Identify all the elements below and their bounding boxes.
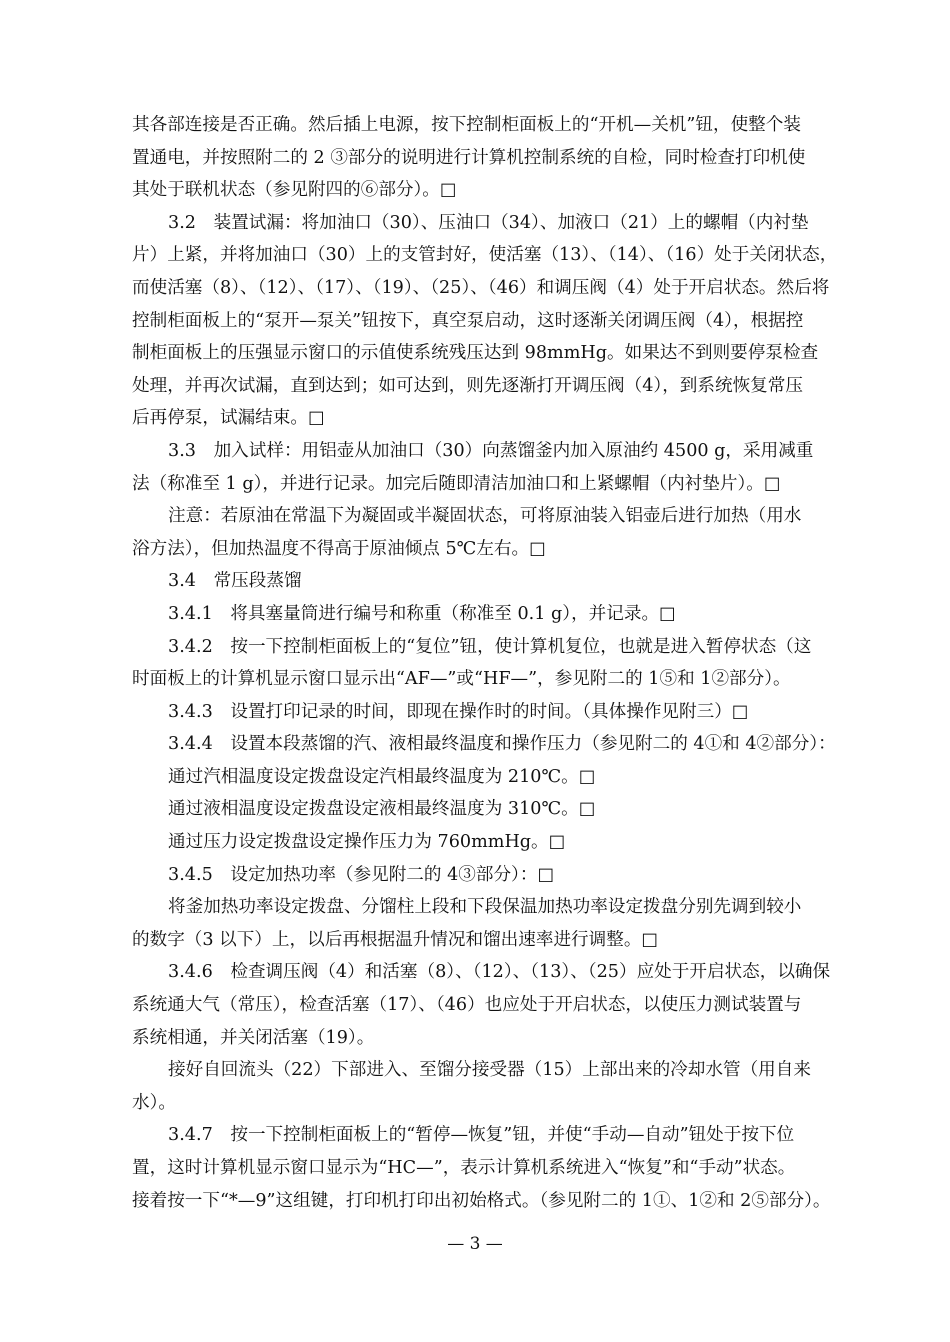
text-line: 处理，并再次试漏，直到达到；如可达到，则先逐渐打开调压阀（4），到系统恢复常压 — [132, 375, 803, 396]
text-line: 后再停泵，试漏结束。□ — [132, 408, 325, 429]
text-line: 3.4.1 将具塞量筒进行编号和称重（称准至 0.1 g），并记录。□ — [168, 603, 676, 624]
text-line: 3.4 常压段蒸馏 — [168, 571, 302, 592]
text-line: 置，这时计算机显示窗口显示为“HC—”，表示计算机系统进入“恢复”和“手动”状态。 — [132, 1158, 796, 1178]
text-line: 注意：若原油在常温下为凝固或半凝固状态，可将原油装入铝壶后进行加热（用水 — [168, 506, 802, 527]
text-line: 3.4.4 设置本段蒸馏的汽、液相最终温度和操作压力（参见附二的 4①和 4②部分）： — [168, 734, 836, 755]
text-line: 时面板上的计算机显示窗口显示出“AF—”或“HF—”，参见附二的 1⑤和 1②部分）。 — [132, 669, 791, 690]
page-number: — 3 — — [447, 1234, 503, 1254]
text-line: 置通电，并按照附二的 2 ③部分的说明进行计算机控制系统的自检，同时检查打印机使 — [132, 147, 806, 168]
text-line: 通过压力设定拨盘设定操作压力为 760mmHg。□ — [168, 832, 566, 853]
text-line: 水）。 — [132, 1092, 176, 1113]
text-line: 3.4.3 设置打印记录的时间，即现在操作时的时间。（具体操作见附三）□ — [168, 701, 749, 722]
body-text — [132, 109, 852, 1217]
text-line: 系统通大气（常压），检查活塞（17）、（46）也应处于开启状态，以使压力测试装置与 — [132, 995, 802, 1016]
text-line: 3.4.2 按一下控制柜面板上的“复位”钮，使计算机复位，也就是进入暂停状态（这 — [168, 636, 812, 657]
text-line: 3.4.5 设定加热功率（参见附二的 4③部分）：□ — [168, 864, 555, 885]
text-line: 通过汽相温度设定拨盘设定汽相最终温度为 210℃。□ — [168, 766, 596, 787]
text-line: 控制柜面板上的“泵开—泵关”钮按下，真空泵启动，这时逐渐关闭调压阀（4），根据控 — [132, 310, 804, 331]
text-line: 接着按一下“*—9”这组键，打印机打印出初始格式。（参见附二的 1①、1②和 2⑤部分）。 — [132, 1190, 831, 1211]
text-line: 法（称准至 1 g），并进行记录。加完后随即清洁加油口和上紧螺帽（内衬垫片）。□ — [132, 473, 781, 494]
text-line: 3.4.6 检查调压阀（4）和活塞（8）、（12）、（13）、（25）应处于开启状态，以确保 — [168, 962, 831, 983]
text-line: 接好自回流头（22）下部进入、至馏分接受器（15）上部出来的冷却水管（用自来 — [168, 1060, 811, 1081]
text-line: 将釜加热功率设定拨盘、分馏柱上段和下段保温加热功率设定拨盘分别先调到较小 — [168, 897, 802, 918]
text-line: 3.4.7 按一下控制柜面板上的“暂停—恢复”钮，并使“手动—自动”钮处于按下位 — [168, 1125, 795, 1146]
text-line: 而使活塞（8）、（12）、（17）、（19）、（25）、（46）和调压阀（4）处于开启状态。然后将 — [132, 277, 830, 298]
text-line: 系统相通，并关闭活塞（19）。 — [132, 1027, 375, 1048]
text-line: 3.2 装置试漏：将加油口（30）、压油口（34）、加液口（21）上的螺帽（内衬垫 — [168, 212, 809, 233]
text-line: 制柜面板上的压强显示窗口的示值使系统残压达到 98mmHg。如果达不到则要停泵检查 — [132, 343, 819, 364]
text-line: 片）上紧，并将加油口（30）上的支管封好，使活塞（13）、（14）、（16）处于关闭状态， — [132, 245, 838, 266]
text-line: 浴方法），但加热温度不得高于原油倾点 5℃左右。□ — [132, 538, 546, 559]
text-line: 3.3 加入试样：用铝壶从加油口（30）向蒸馏釜内加入原油约 4500 g，采用减重 — [168, 440, 814, 461]
text-line: 通过液相温度设定拨盘设定液相最终温度为 310℃。□ — [168, 799, 596, 820]
text-line: 其处于联机状态（参见附四的⑥部分）。□ — [132, 180, 457, 201]
text-line: 的数字（3 以下）上，以后再根据温升情况和馏出速率进行调整。□ — [132, 929, 659, 950]
text-line: 其各部连接是否正确。然后插上电源，按下控制柜面板上的“开机—关机”钮，使整个装 — [132, 115, 801, 135]
